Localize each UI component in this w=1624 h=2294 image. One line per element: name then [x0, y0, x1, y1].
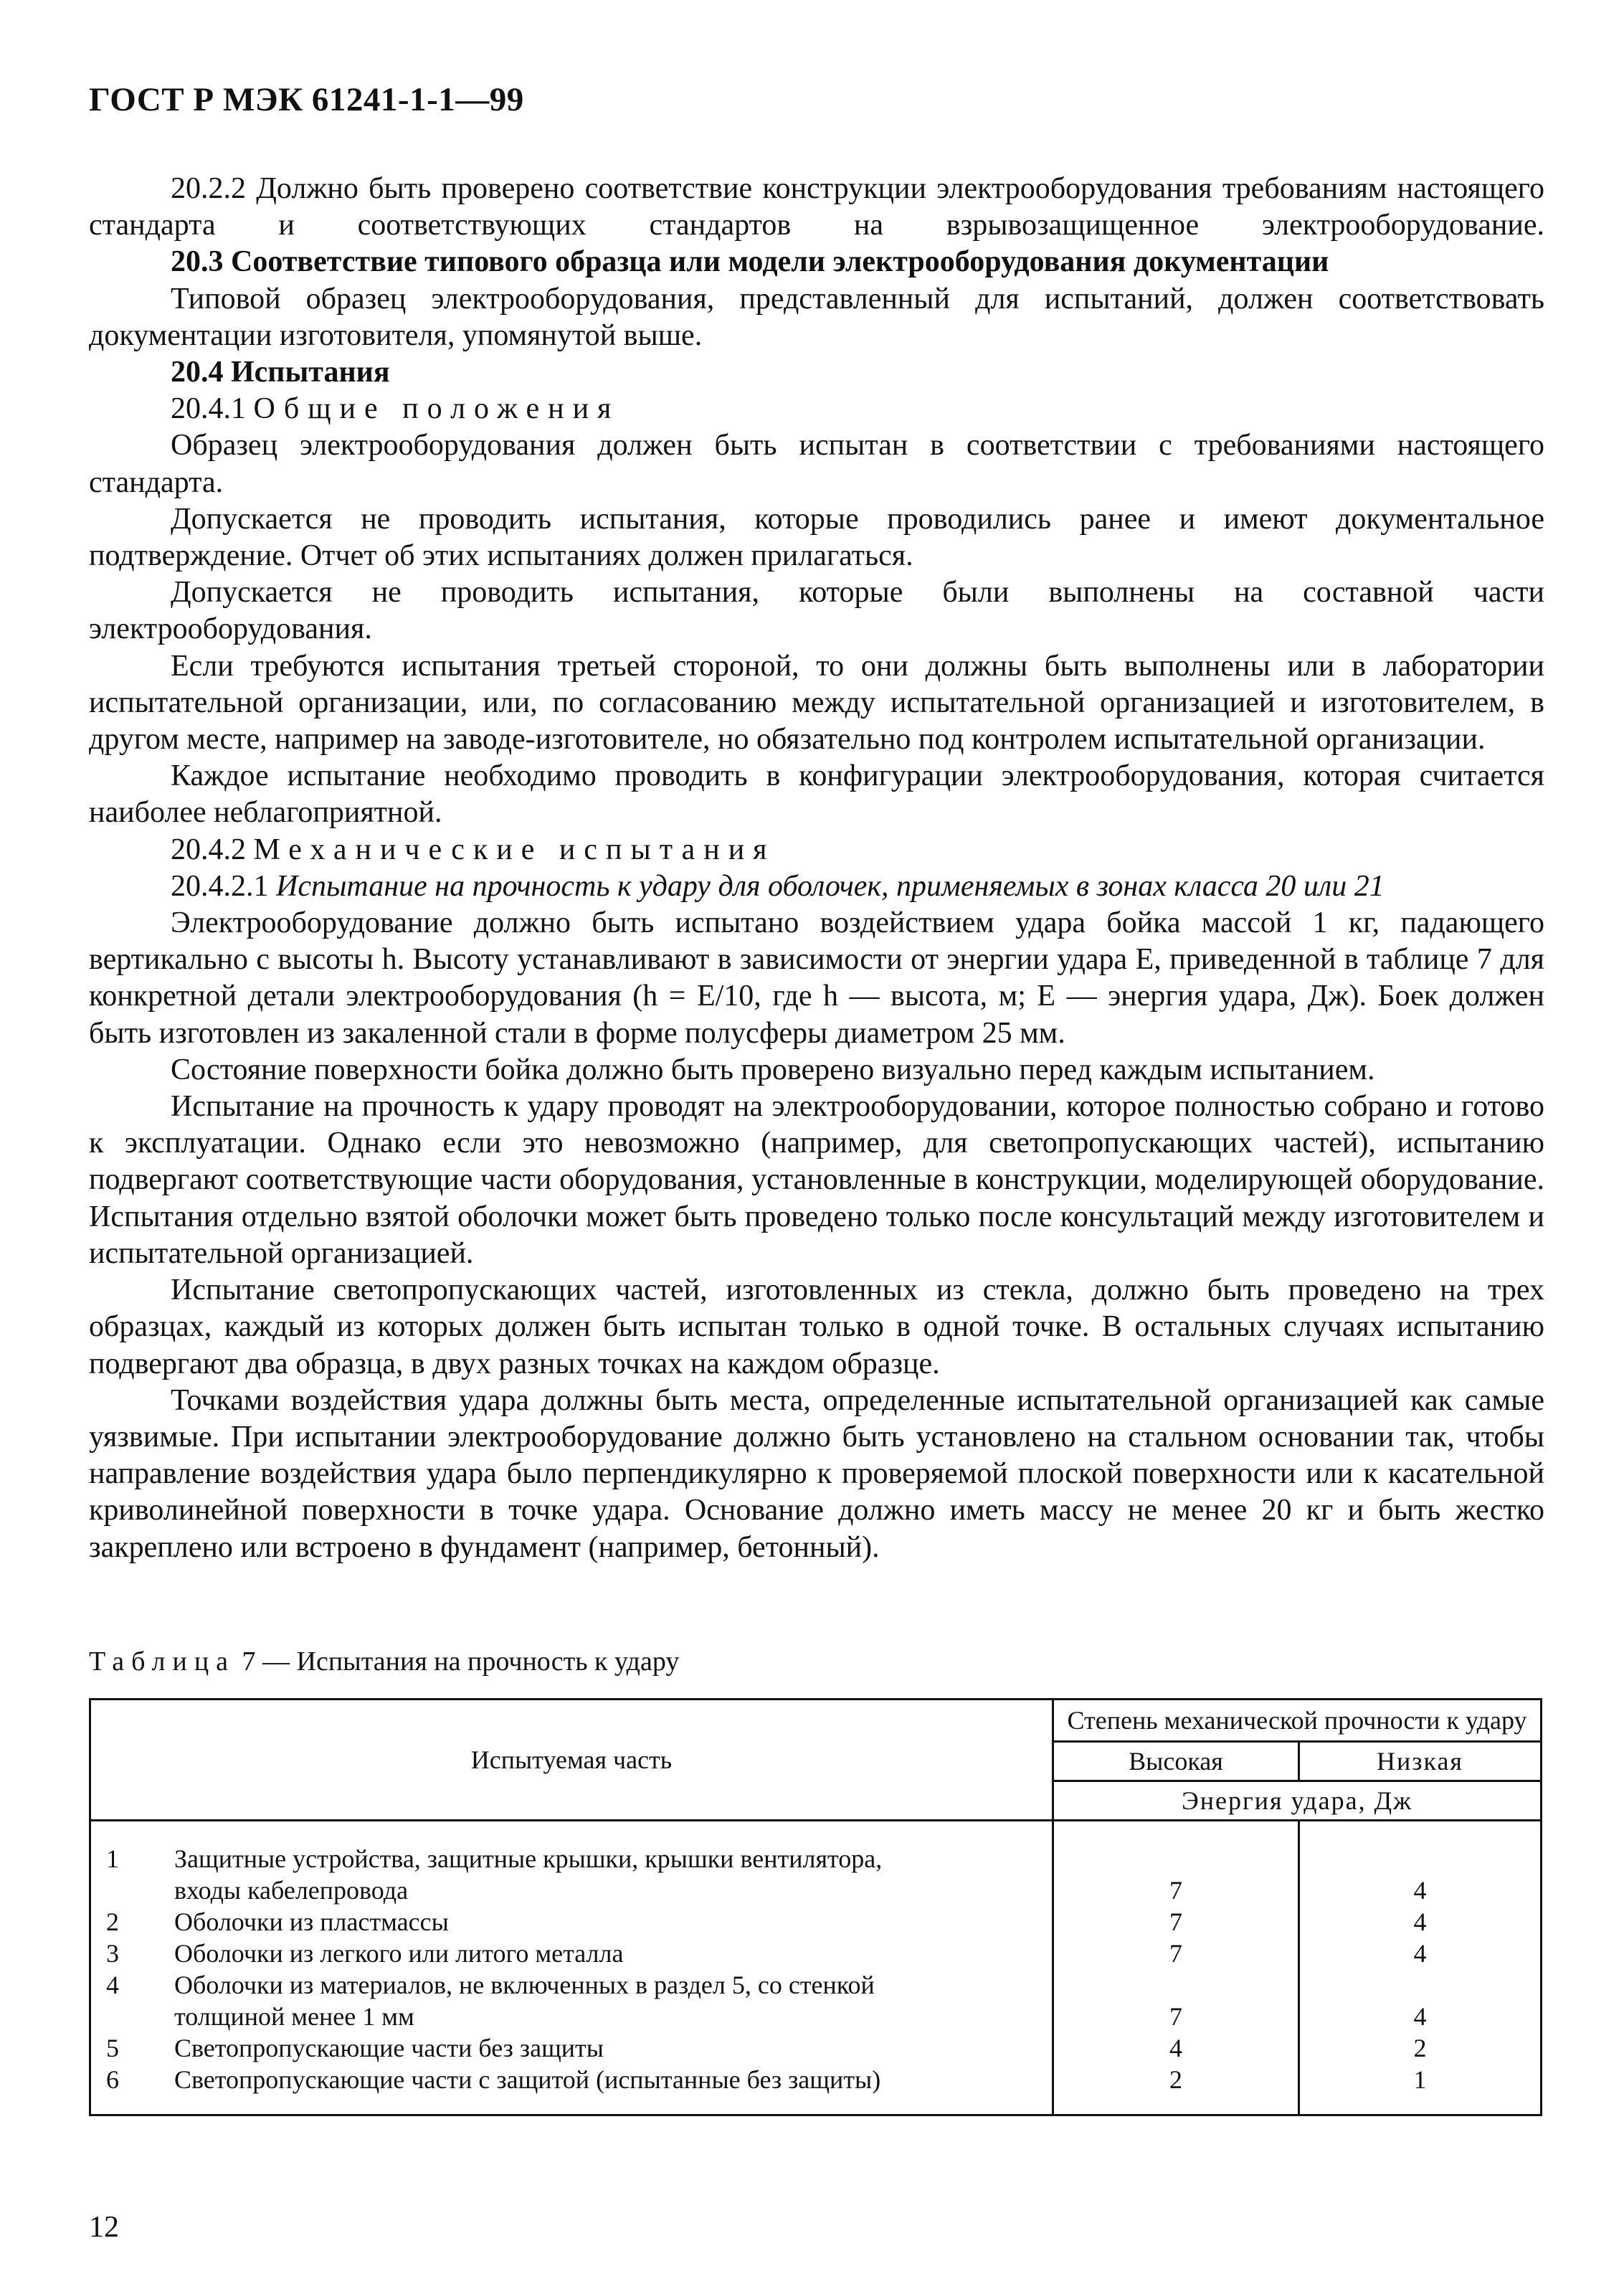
paragraph-assembled-equipment: Испытание на прочность к удару проводят на электрооборудовании, которое полностью собрано и готово к эксплуатации. Однако если это невозможно (например, для светопропускающих частей), испытанию подвергают соответствующие части оборудования, установленные в конструкции, моделирующей оборудование. Испытания отдельно взятой оболочки может быть проведено только после консультаций между изготовителем и испытательной организацией. [89, 1090, 1544, 1270]
table-row [91, 1843, 1052, 1906]
paragraph-typical-sample: Типовой образец электрооборудования, представленный для испытаний, должен соответствовать документации изготовителя, упомянутой выше. [89, 282, 1544, 352]
table-row [91, 2064, 1052, 2095]
row-number: 6 [106, 2065, 119, 2094]
row-part: Оболочки из материалов, не включенных в раздел 5, со стенкой [174, 1971, 875, 1999]
section-number: 20.4.1 [171, 392, 246, 426]
paragraph-striker-surface: Состояние поверхности бойка должно быть проверено визуально перед каждым испытанием. [171, 1053, 1375, 1086]
table-header-degree: Степень механической прочности к удару [1053, 1700, 1542, 1742]
table-caption-title: 7 — Испытания на прочность к удару [235, 1646, 680, 1677]
paragraph-third-party: Если требуются испытания третьей стороной, то они должны быть выполнены или в лаборатории испытательной организации, или, по согласованию между испытательной организацией и изготовителем, в другом месте, например на заводе-изготовителе, но обязательно под контролем испытательной организации. [89, 649, 1544, 757]
paragraph-glass-parts: Испытание светопропускающих частей, изготовленных из стекла, должно быть проведено на трех образцах, каждый из которых должен быть испытан только в одной точке. В остальных случаях испытанию подвергают два образца, в двух разных точках на каждом образце. [89, 1274, 1544, 1380]
impact-test-table [89, 1698, 1542, 2116]
row-part-cont: входы кабелепровода [174, 1876, 409, 1905]
value-low: 4 [1413, 1939, 1427, 1968]
section-title: Общие положения [253, 392, 620, 426]
table-row [91, 2032, 1052, 2064]
table-header-part: Испытуемая часть [90, 1700, 1053, 1821]
row-part: Оболочки из пластмассы [174, 1907, 449, 1936]
value-low: 4 [1413, 1876, 1427, 1905]
value-low: 2 [1413, 2034, 1427, 2062]
value-low: 4 [1413, 1907, 1427, 1936]
table-caption-prefix: Таблица [89, 1646, 236, 1677]
row-part: Оболочки из легкого или литого металла [174, 1939, 624, 1968]
paragraph-previous-tests: Допускается не проводить испытания, которые проводились ранее и имеют документальное подтверждение. Отчет об этих испытаниях должен прилагаться. [89, 502, 1544, 573]
paragraph-component-tests: Допускается не проводить испытания, которые были выполнены на составной части электрооборудования. [89, 576, 1544, 646]
paragraph-20-2-2: 20.2.2 Должно быть проверено соответствие конструкции электрооборудования требованиям настоящего стандарта и соответствующих стандартов на взрывозащищенное электрооборудование. [89, 172, 1544, 242]
page-number: 12 [89, 2211, 119, 2244]
row-part: Светопропускающие части с защитой (испытанные без защиты) [174, 2065, 881, 2094]
value-spacer [1054, 1969, 1298, 2001]
value-spacer [1300, 1843, 1540, 1874]
value-spacer [1300, 1969, 1540, 2001]
heading-20-3: 20.3 Соответствие типового образца или модели электрооборудования документации [171, 245, 1329, 279]
row-part: Защитные устройства, защитные крышки, крышки вентилятора, [174, 1844, 883, 1873]
row-number: 4 [106, 1971, 119, 1999]
document-header: ГОСТ Р МЭК 61241-1-1—99 [89, 81, 524, 118]
row-number: 5 [106, 2034, 119, 2062]
paragraph-sample-tested: Образец электрооборудования должен быть испытан в соответствии с требованиями настоящего стандарта. [89, 429, 1544, 499]
value-high: 7 [1169, 1876, 1182, 1905]
table-header-energy-label: Энергия удара, Дж [1181, 1786, 1413, 1815]
table-body-high [1053, 1821, 1299, 2115]
value-high: 2 [1169, 2065, 1182, 2094]
table-header-high: Высокая [1053, 1742, 1299, 1781]
row-part-cont: толщиной менее 1 мм [174, 2002, 414, 2031]
table-row [91, 1938, 1052, 1969]
section-title: Механические испытания [253, 833, 776, 866]
table-row [91, 1906, 1052, 1938]
row-text [134, 1843, 1052, 1906]
row-number: 1 [106, 1844, 119, 1873]
table-row [91, 1969, 1052, 2032]
table-body-low [1299, 1821, 1542, 2115]
section-number: 20.4.2 [171, 833, 246, 866]
row-part: Светопропускающие части без защиты [174, 2034, 604, 2062]
paragraph-configuration: Каждое испытание необходимо проводить в конфигурации электрооборудования, которая считается наиболее неблагоприятной. [89, 759, 1544, 830]
value-low: 4 [1413, 2002, 1427, 2031]
value-high: 7 [1169, 1939, 1182, 1968]
table-body-parts [90, 1821, 1053, 2115]
heading-20-4: 20.4 Испытания [171, 356, 390, 389]
table-header-low-label: Низкая [1377, 1747, 1463, 1776]
heading-20-4-2-1 [89, 868, 1544, 905]
body-text [89, 171, 1544, 1566]
paragraph-impact-test: Электрооборудование должно быть испытано воздействием удара бойка массой 1 кг, падающего вертикально с высоты h. Высоту устанавливают в зависимости от энергии удара E, приведенной в таблице 7 для конкретной детали электрооборудования (h = E/10, где h — высота, м; E — энергия удара, Дж). Боек должен быть изготовлен из закаленной стали в форме полусферы диаметром 25 мм. [89, 906, 1544, 1050]
row-text [134, 1969, 1052, 2032]
value-high: 7 [1169, 2002, 1182, 2031]
value-high: 4 [1169, 2034, 1182, 2062]
table-header-low [1299, 1742, 1542, 1781]
section-number: 20.4.2.1 [171, 869, 269, 903]
section-title: Испытание на прочность к удару для оболочек, применяемых в зонах класса 20 или 21 [276, 869, 1385, 903]
value-low: 1 [1413, 2065, 1427, 2094]
table-header-energy [1053, 1781, 1542, 1821]
heading-20-4-1 [89, 391, 1544, 427]
table-caption [89, 1646, 679, 1677]
value-high: 7 [1169, 1907, 1182, 1936]
paragraph-impact-points: Точками воздействия удара должны быть места, определенные испытательной организацией как самые уязвимые. При испытании электрооборудование должно быть установлено на стальном основании так, чтобы направление воздействия удара было перпендикулярно к проверяемой плоской поверхности или к касательной криволинейной поверхности в точке удара. Основание должно иметь массу не менее 20 кг и быть жестко закреплено или встроено в фундамент (например, бетонный). [89, 1383, 1544, 1564]
heading-20-4-2 [89, 832, 1544, 868]
value-spacer [1054, 1843, 1298, 1874]
row-number: 3 [106, 1939, 119, 1968]
row-number: 2 [106, 1907, 119, 1936]
